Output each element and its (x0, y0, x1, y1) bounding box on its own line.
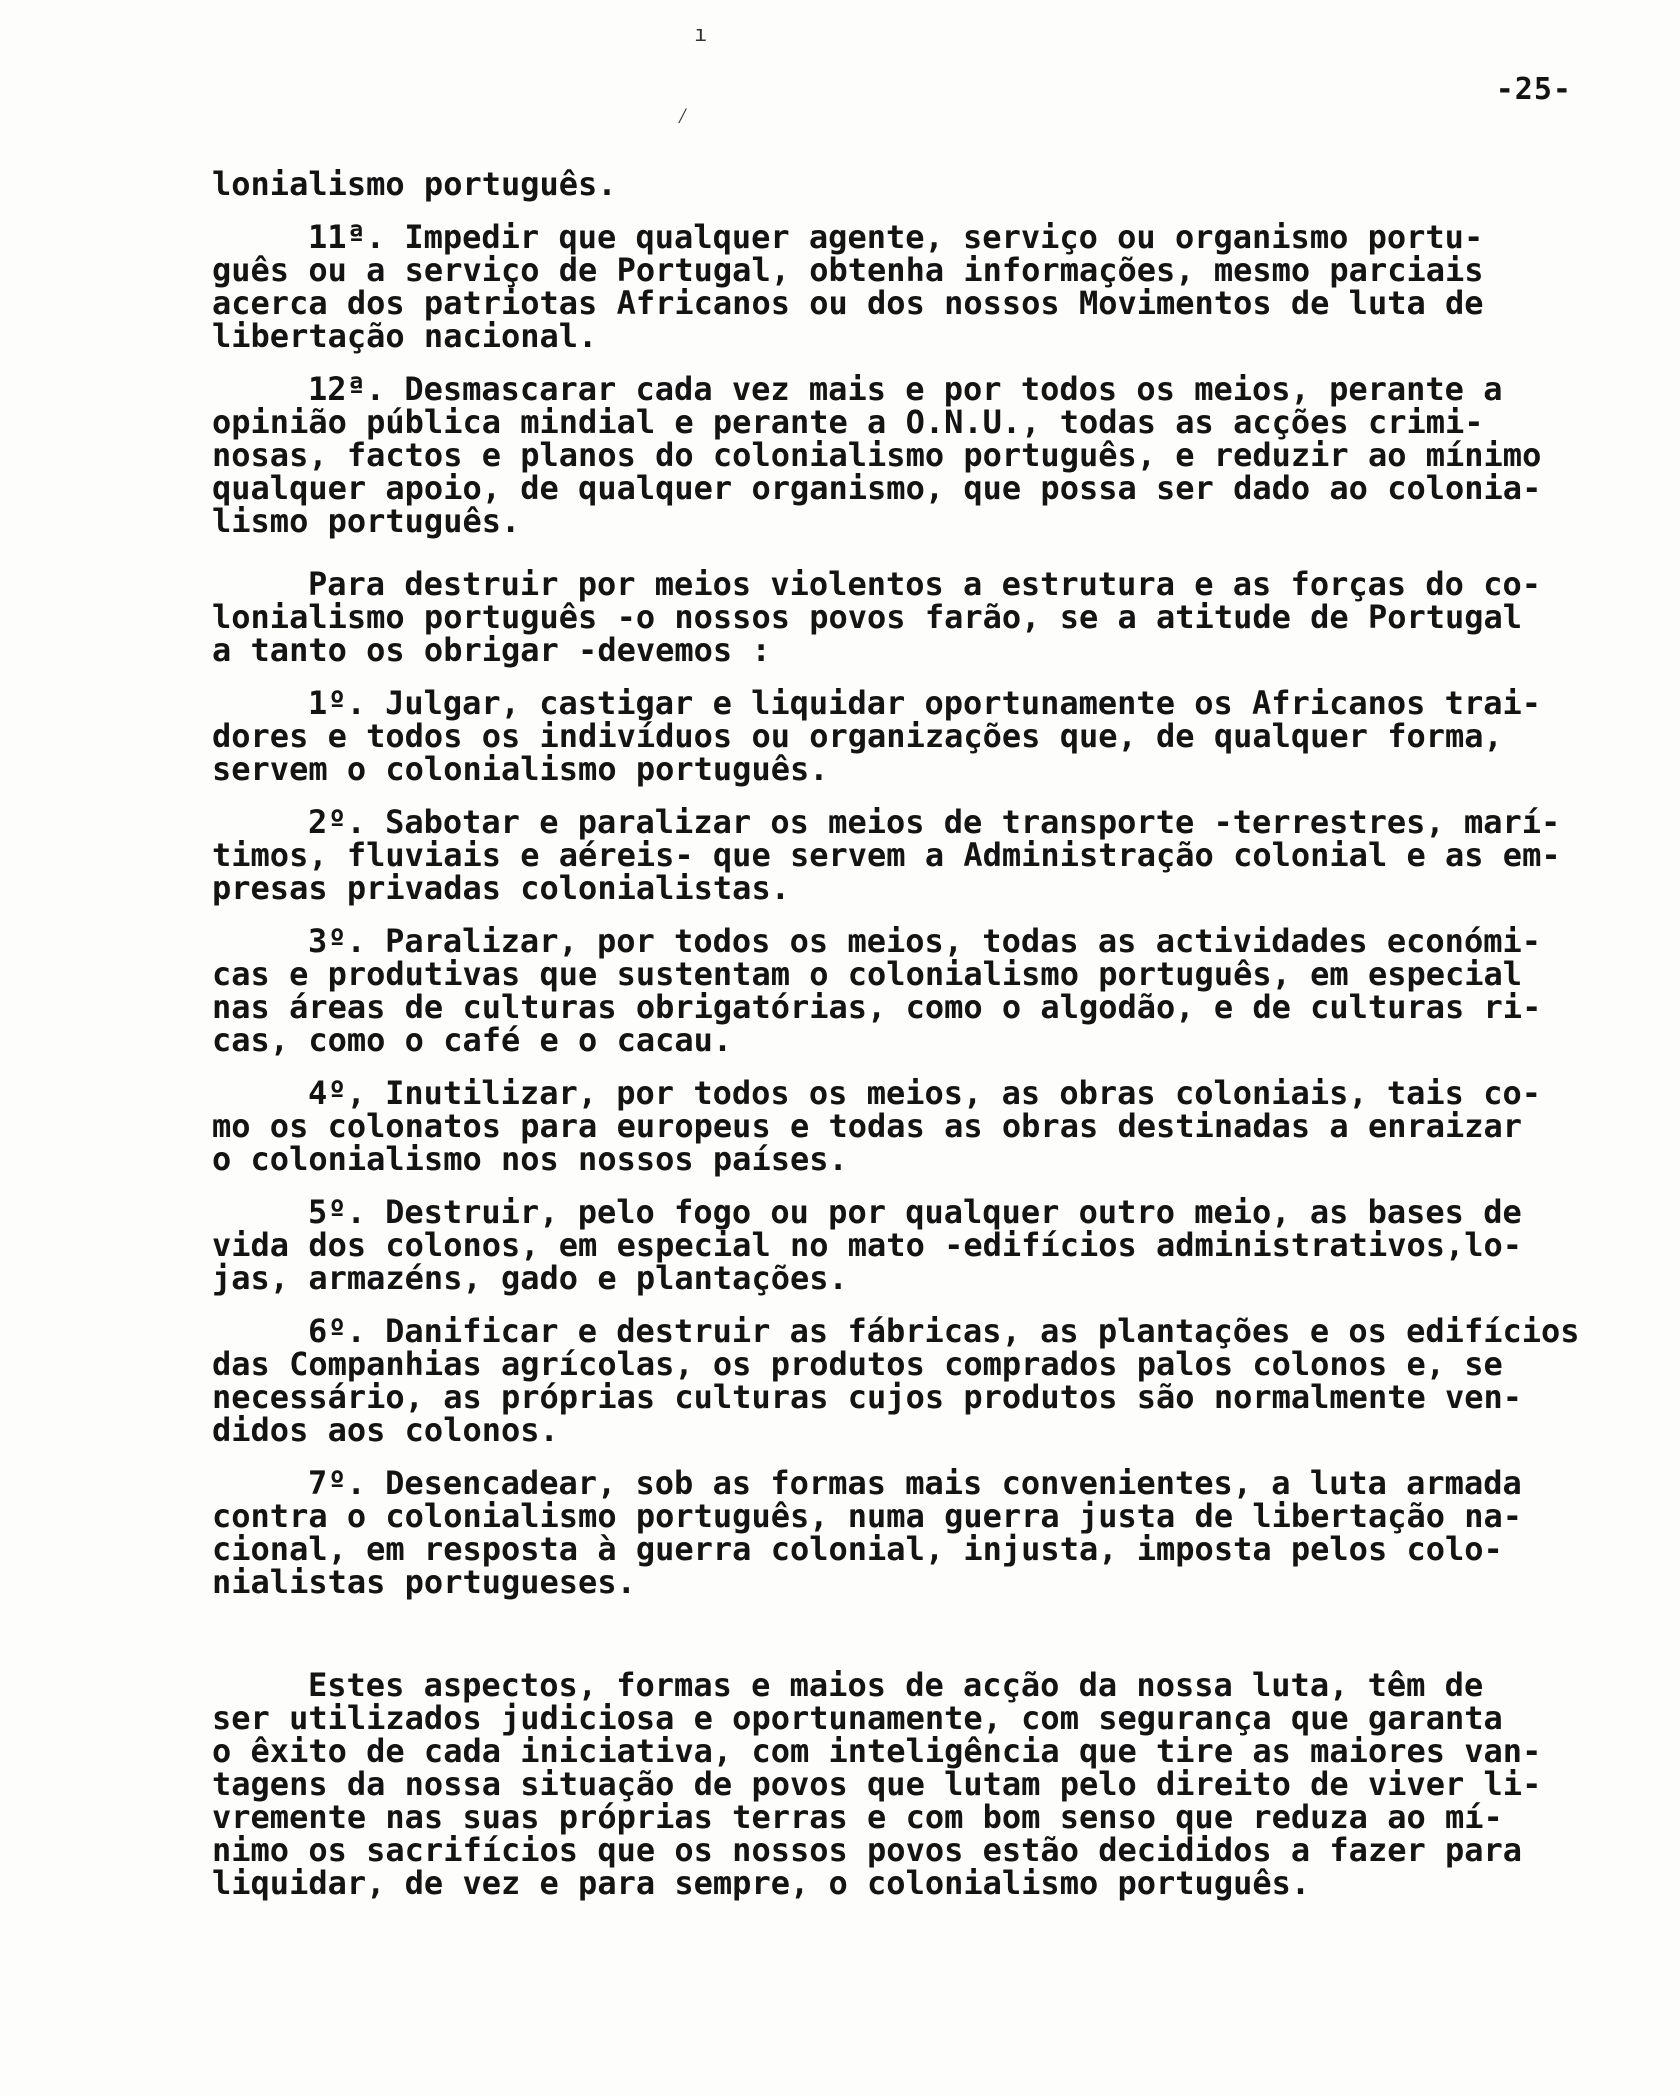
paragraph-item-6: 6º. Danificar e destruir as fábricas, as plantações e os edifícios das Companhias agrícolas, os produtos comprados palos colonos e, se necessário, as próprias culturas cujos produtos são normalmente ven- didos aos colonos. (212, 1312, 1580, 1449)
paragraph-item-1: 1º. Julgar, castigar e liquidar oportunamente os Africanos trai- dores e todos os indivíduos ou organizações que, de qualquer forma, servem o colonialismo português. (212, 684, 1541, 788)
paragraph-item-11: 11ª. Impedir que qualquer agente, serviço ou organismo portu- guês ou a serviço de Portugal, obtenha informações, mesmo parciais acerca dos patriotas Africanos ou dos nossos Movimentos de luta de libertação nacional. (212, 218, 1484, 355)
paragraph-continuation: lonialismo português. (212, 165, 617, 203)
paragraph-item-12: 12ª. Desmascarar cada vez mais e por todos os meios, perante a opinião pública mindial e perante a O.N.U., todas as acções crimi- nosas, factos e planos do colonialismo português, e reduzir ao mínimo qualquer apoio, de qualquer organismo, que possa ser dado ao colonia- lismo português. (212, 370, 1542, 540)
scan-mark: ı (694, 22, 708, 47)
paragraph-item-3: 3º. Paralizar, por todos os meios, todas as actividades económi- cas e produtivas que sustentam o colonialismo português, em especial nas áreas de culturas obrigatórias, como o algodão, e de culturas ri- cas, como o café e o cacau. (212, 922, 1542, 1059)
paragraph-item-2: 2º. Sabotar e paralizar os meios de transporte -terrestres, marí- timos, fluviais e aéreis- que servem a Administração colonial e as em- presas privadas colonialistas. (212, 803, 1561, 907)
page-number: -25- (1495, 72, 1572, 107)
paragraph-item-7: 7º. Desencadear, sob as formas mais convenientes, a luta armada contra o colonialismo português, numa guerra justa de libertação na- cional, em resposta à guerra colonial, injusta, imposta pelos colo- nialistas portugueses. (212, 1464, 1523, 1601)
paragraph-intro: Para destruir por meios violentos a estrutura e as forças do co- lonialismo português -o nossos povos farão, se a atitude de Portugal a tanto os obrigar -devemos : (212, 565, 1541, 669)
scan-mark: ⁄ (676, 104, 690, 129)
paragraph-item-5: 5º. Destruir, pelo fogo ou por qualquer outro meio, as bases de vida dos colonos, em especial no mato -edifícios administrativos,lo- jas, armazéns, gado e plantações. (212, 1193, 1523, 1297)
document-body (212, 165, 1632, 1920)
paragraph-item-4: 4º, Inutilizar, por todos os meios, as obras coloniais, tais co- mo os colonatos para europeus e todas as obras destinadas a enraizar o colonialismo nos nossos países. (212, 1074, 1541, 1178)
paragraph-conclusion: Estes aspectos, formas e maios de acção da nossa luta, têm de ser utilizados judiciosa e oportunamente, com segurança que garanta o êxito de cada iniciativa, com inteligência que tire as maiores van- tagens da nossa situação de povos que lutam pelo direito de viver li- vremente nas suas próprias terras e com bom senso que reduza ao mí- nimo os sacrifícios que os nossos povos estão decididos a fazer para liquidar, de vez e para sempre, o colonialismo português. (212, 1666, 1542, 1902)
